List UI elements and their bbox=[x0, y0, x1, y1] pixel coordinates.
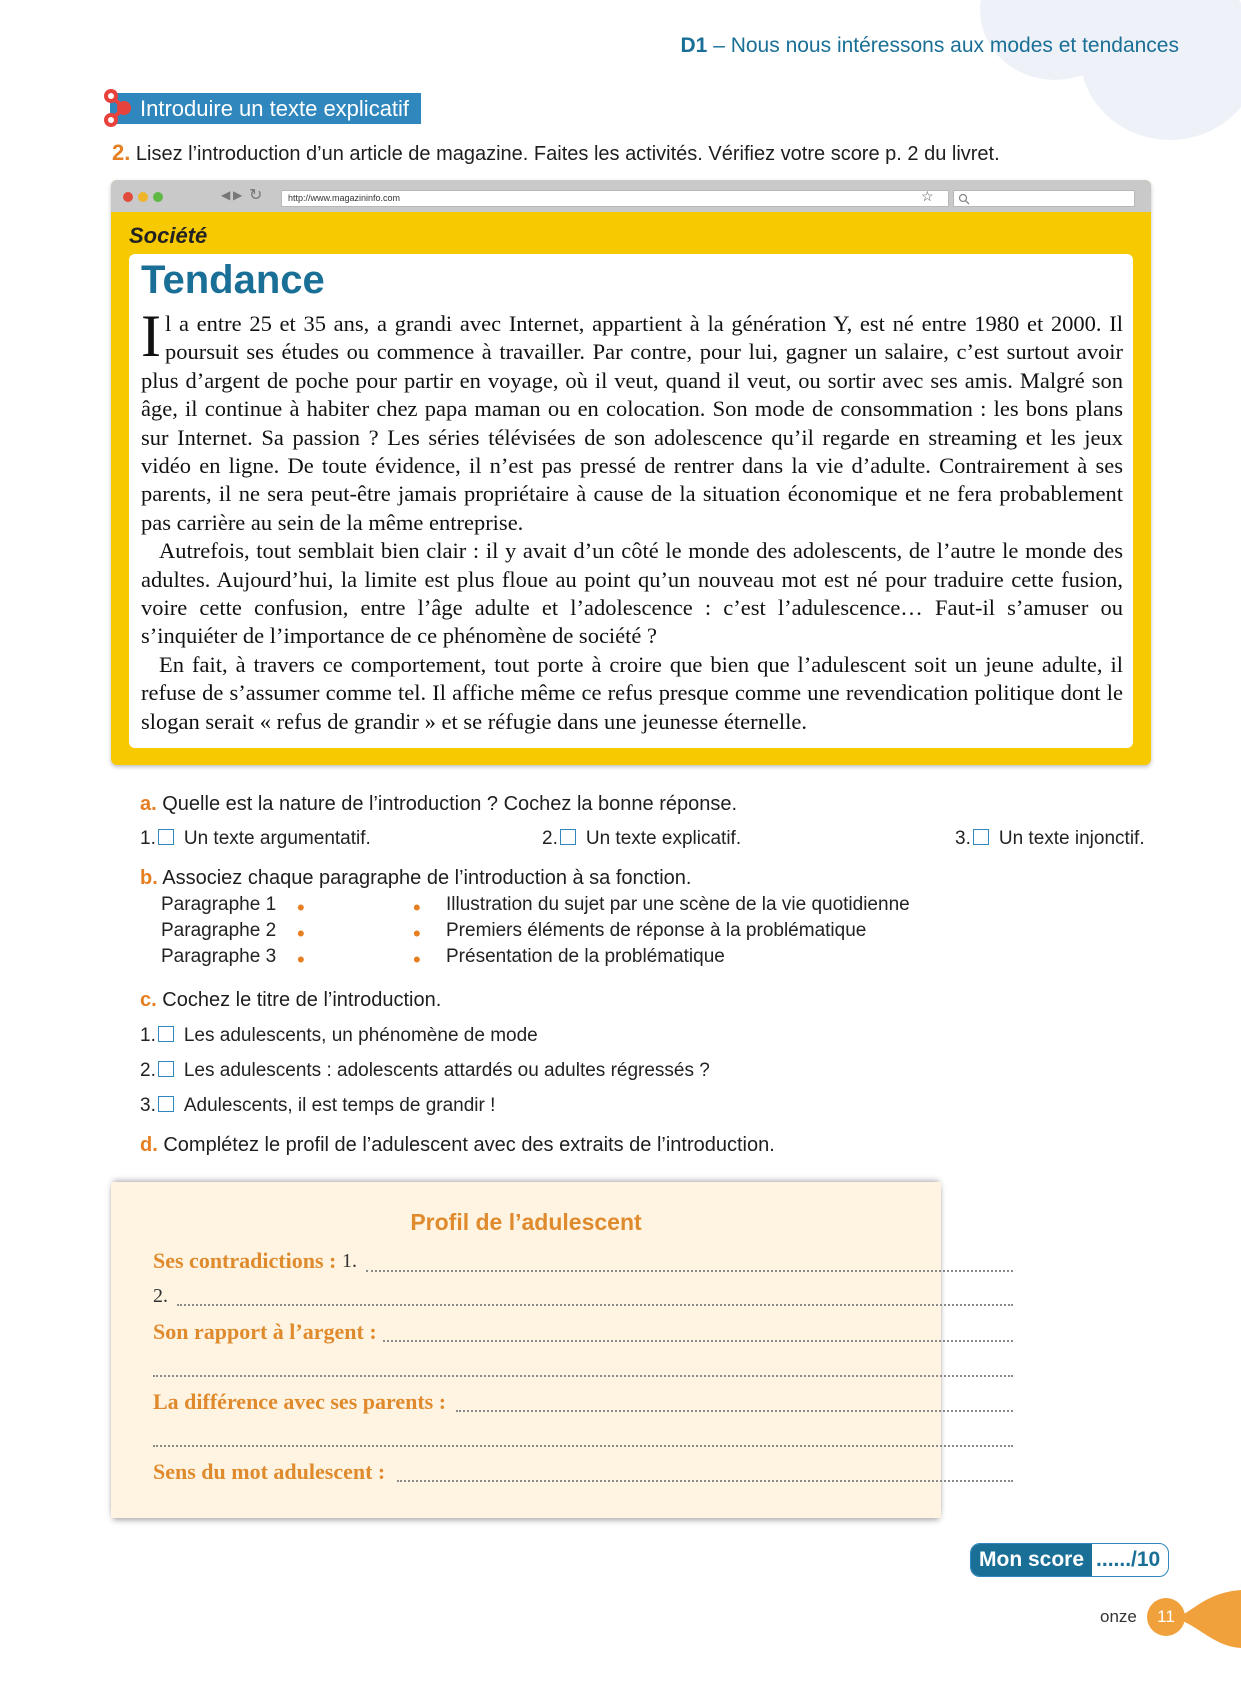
label-money: Son rapport à l’argent : bbox=[153, 1319, 377, 1344]
exercise-number: 2. bbox=[112, 140, 131, 165]
qa-option-3-label: Un texte injonctif. bbox=[998, 828, 1145, 849]
page-word: onze bbox=[1100, 1607, 1137, 1626]
question-a bbox=[140, 793, 737, 816]
instruction-text: Lisez l’introduction d’un article de magazine. Faites les activités. Vérifiez votre score p. 2 du livret. bbox=[135, 143, 1000, 165]
checkbox-icon[interactable] bbox=[560, 829, 576, 845]
paragraph-1 bbox=[141, 303, 1123, 537]
qc-option-3 bbox=[140, 1095, 495, 1117]
browser-toolbar bbox=[111, 180, 1151, 212]
section-title: Introduire un texte explicatif bbox=[110, 93, 421, 124]
score-label: Mon score bbox=[971, 1544, 1092, 1576]
qc-option-2-label: Les adulescents : adolescents attardés ou adultes régressés ? bbox=[183, 1060, 710, 1081]
score-value[interactable]: ....../10 bbox=[1096, 1548, 1161, 1571]
qc-option-2 bbox=[140, 1060, 710, 1082]
answer-line-contradiction-1[interactable] bbox=[366, 1270, 1013, 1272]
question-a-text: Quelle est la nature de l’introduction ? Cochez la bonne réponse. bbox=[162, 793, 738, 815]
answer-line-money-2[interactable] bbox=[153, 1375, 1013, 1377]
question-c-letter: c. bbox=[140, 989, 157, 1011]
contradiction-number-2: 2. bbox=[153, 1285, 168, 1307]
answer-line-word[interactable] bbox=[397, 1480, 1013, 1482]
qa-option-2-num: 2. bbox=[542, 828, 558, 849]
checkbox-icon[interactable] bbox=[158, 1096, 174, 1112]
qa-option-3-num: 3. bbox=[955, 828, 971, 849]
qa-option-1-num: 1. bbox=[140, 828, 156, 849]
profile-card bbox=[111, 1182, 941, 1518]
qb-left-2: Paragraphe 2 bbox=[161, 920, 277, 941]
checkbox-icon[interactable] bbox=[973, 829, 989, 845]
question-d bbox=[140, 1134, 775, 1157]
close-dot-icon bbox=[123, 192, 133, 202]
label-parents: La différence avec ses parents : bbox=[153, 1389, 447, 1414]
star-icon: ☆ bbox=[921, 188, 934, 204]
qc-option-2-num: 2. bbox=[140, 1060, 156, 1081]
page-number: 11 bbox=[1147, 1598, 1185, 1636]
answer-line-money[interactable] bbox=[383, 1340, 1013, 1342]
maximize-dot-icon bbox=[153, 192, 163, 202]
contradiction-number-1: 1. bbox=[342, 1250, 357, 1272]
browser-window bbox=[111, 180, 1151, 765]
qb-left-1: Paragraphe 1 bbox=[161, 894, 277, 915]
reload-icon: ↻ bbox=[249, 187, 263, 204]
question-b-text: Associez chaque paragraphe de l’introduction à sa fonction. bbox=[162, 867, 692, 889]
chapter-code: D1 bbox=[680, 34, 708, 57]
back-icon: ◀ bbox=[221, 188, 231, 202]
profile-title: Profil de l’adulescent bbox=[410, 1209, 642, 1235]
match-dot-left-1[interactable]: • bbox=[297, 895, 305, 920]
url-bar: http://www.magazininfo.com bbox=[281, 190, 949, 207]
answer-line-parents[interactable] bbox=[456, 1410, 1013, 1412]
question-d-text: Complétez le profil de l’adulescent avec des extraits de l’introduction. bbox=[163, 1134, 775, 1156]
qc-option-1-label: Les adulescents, un phénomène de mode bbox=[183, 1025, 538, 1046]
label-word-meaning: Sens du mot adulescent : bbox=[153, 1459, 386, 1484]
match-dot-right-3[interactable]: • bbox=[413, 947, 421, 972]
minimize-dot-icon bbox=[138, 192, 148, 202]
article-card bbox=[129, 254, 1133, 748]
chapter-header bbox=[681, 34, 1180, 58]
paragraph-2: Autrefois, tout semblait bien clair : il y avait d’un côté le monde des adolescents, de l’autre le monde des adultes. Aujourd’hui, la limite est plus floue au point qu’un nouveau mot est né pour traduire cette fusion, voire cette confusion, entre l’âge adulte et l’adolescence : c’est l’adulescence… Faut-il s’amuser ou s’inquiéter de l’importance de ce phénomène de société ? bbox=[141, 538, 1123, 649]
checkbox-icon[interactable] bbox=[158, 1061, 174, 1077]
qa-option-1 bbox=[140, 828, 371, 850]
qa-option-2-label: Un texte explicatif. bbox=[585, 828, 742, 849]
match-dot-right-1[interactable]: • bbox=[413, 895, 421, 920]
qc-option-3-num: 3. bbox=[140, 1095, 156, 1116]
forward-icon: ▶ bbox=[233, 188, 243, 202]
question-b bbox=[140, 867, 691, 890]
question-d-letter: d. bbox=[140, 1134, 158, 1156]
match-dot-left-3[interactable]: • bbox=[297, 947, 305, 972]
qa-option-1-label: Un texte argumentatif. bbox=[183, 828, 371, 849]
drop-cap: I bbox=[141, 303, 161, 369]
question-a-letter: a. bbox=[140, 793, 157, 815]
qc-option-1-num: 1. bbox=[140, 1025, 156, 1046]
qb-left-3: Paragraphe 3 bbox=[161, 946, 277, 967]
qa-option-3 bbox=[955, 828, 1145, 850]
paragraph-3: En fait, à travers ce comportement, tout porte à croire que bien que l’adulescent soit un jeune adulte, il refuse de s’assumer comme tel. Il affiche même ce refus presque comme une revendication politique dont le slogan serait « refus de grandir » et se réfugie dans une jeunesse éternelle. bbox=[141, 651, 1123, 734]
browser-search-field bbox=[953, 190, 1135, 207]
chapter-title: – Nous nous intéressons aux modes et tendances bbox=[713, 34, 1179, 57]
question-c-text: Cochez le titre de l’introduction. bbox=[162, 989, 442, 1011]
question-c bbox=[140, 989, 441, 1012]
decor-circle-2 bbox=[1080, 0, 1241, 140]
match-dot-right-2[interactable]: • bbox=[413, 921, 421, 946]
qa-option-2 bbox=[542, 828, 741, 850]
molecule-icon bbox=[100, 87, 142, 129]
checkbox-icon[interactable] bbox=[158, 1026, 174, 1042]
answer-line-contradiction-2[interactable] bbox=[177, 1304, 1013, 1306]
qb-right-3: Présentation de la problématique bbox=[446, 946, 725, 967]
question-b-letter: b. bbox=[140, 867, 158, 889]
match-dot-left-2[interactable]: • bbox=[297, 921, 305, 946]
checkbox-icon[interactable] bbox=[158, 829, 174, 845]
answer-line-parents-2[interactable] bbox=[153, 1445, 1013, 1447]
label-contradictions: Ses contradictions : bbox=[153, 1248, 337, 1273]
article-rubric: Société bbox=[129, 223, 208, 248]
exercise-instruction bbox=[112, 140, 1000, 166]
qc-option-3-label: Adulescents, il est temps de grandir ! bbox=[183, 1095, 496, 1116]
qb-right-2: Premiers éléments de réponse à la problématique bbox=[446, 920, 867, 941]
article-body bbox=[141, 303, 1123, 736]
magnifier-icon bbox=[958, 193, 970, 205]
score-box bbox=[970, 1543, 1169, 1577]
article-title: Tendance bbox=[141, 258, 325, 302]
paragraph-1-text: l a entre 25 et 35 ans, a grandi avec Internet, appartient à la génération Y, est né entre 1980 et 2000. Il poursuit ses études ou commence à travailler. Par contre, pour lui, gagner un salaire, c’est surtout avoir plus d’argent de poche pour partir en voyage, où il veut, quand il veut, ou sortir avec ses amis. Malgré son âge, il continue à habiter chez papa maman ou en colocation. Son mode de consommation : les bons plans sur Internet. Sa passion ? Les séries télévisées de son adolescence qu’il regarde en streaming et les jeux vidéo en ligne. De toute évidence, il n’est pas pressé de rentrer dans la vie d’adulte. Contrairement à ses parents, il ne sera peut-être jamais propriétaire à cause de la situation économique et ne fera probablement pas carrière au sein de la même entreprise. bbox=[141, 311, 1123, 535]
qb-right-1: Illustration du sujet par une scène de la vie quotidienne bbox=[446, 894, 910, 915]
qc-option-1 bbox=[140, 1025, 538, 1047]
